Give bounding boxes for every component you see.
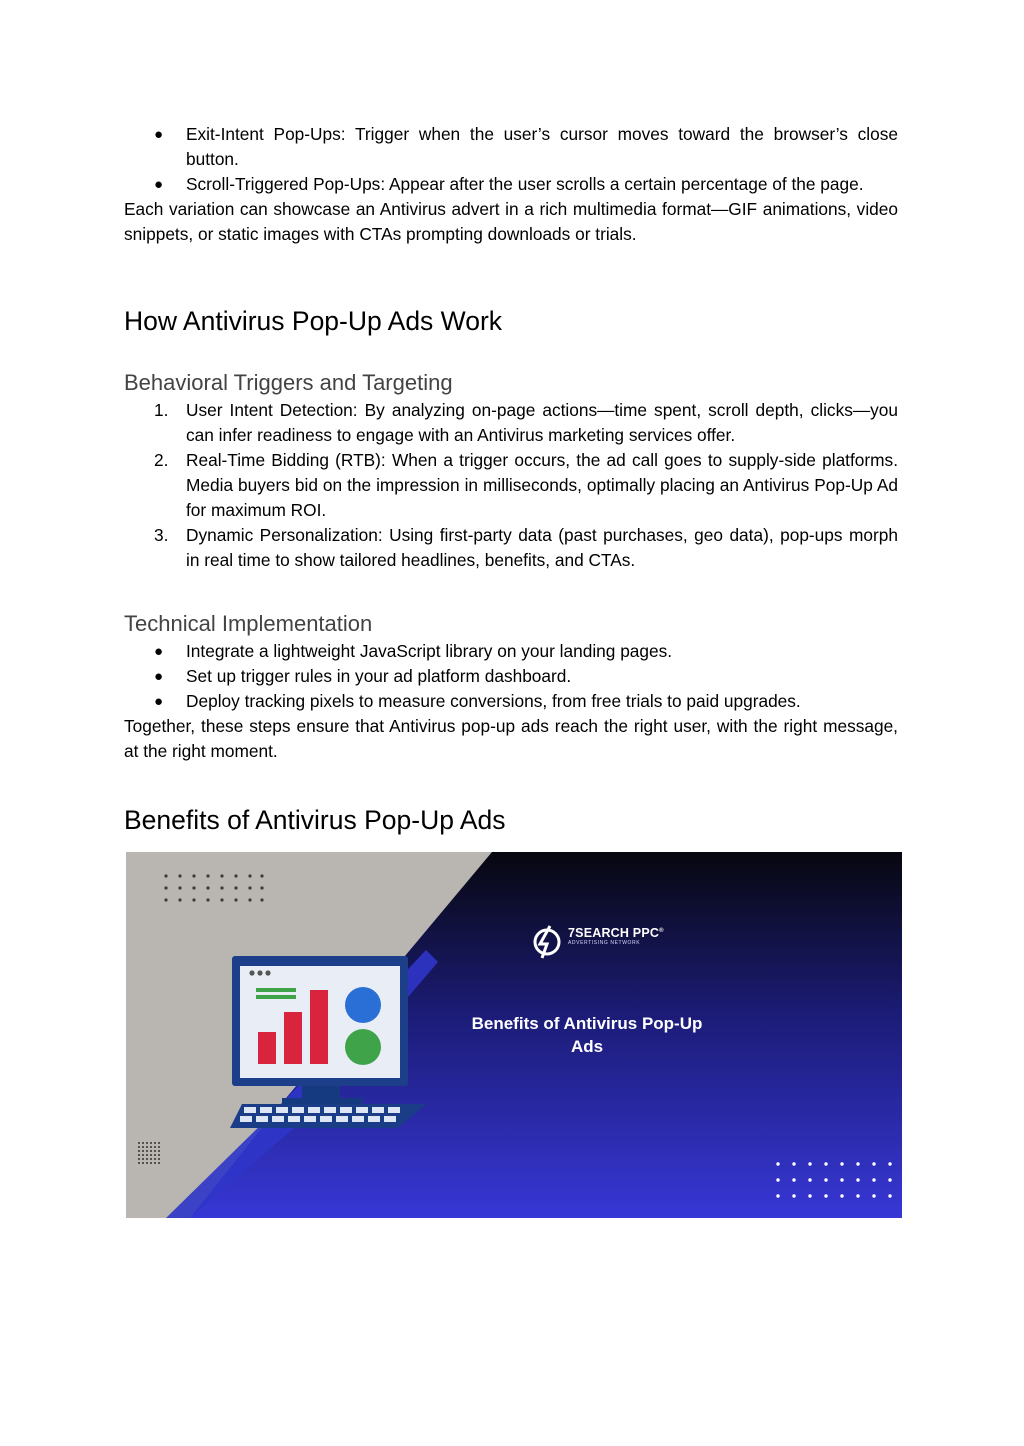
list-item-text: User Intent Detection: By analyzing on‑page actions—time spent, scroll depth, clicks—you can infer readiness to engage with an Antivirus marketing services offer.: [186, 400, 898, 445]
technical-subsection: [124, 609, 898, 764]
bullet-marker: ●: [154, 668, 164, 685]
list-item-text: Exit‑Intent Pop‑Ups: Trigger when the user’s cursor moves toward the browser’s close button.: [186, 124, 898, 169]
list-item-text: Dynamic Personalization: Using first‑party data (past purchases, geo data), pop‑ups morph in real time to show tailored headlines, benefits, and CTAs.: [186, 525, 898, 570]
bullet-marker: ●: [154, 693, 164, 710]
subheading-technical: Technical Implementation: [124, 611, 373, 636]
brand-registered-mark: ®: [659, 928, 664, 934]
subheading-behavioral: Behavioral Triggers and Targeting: [124, 370, 453, 395]
brand-text: 7SEARCH PPC: [568, 926, 660, 941]
banner-title-line-1: Benefits of Antivirus Pop-Up: [471, 1014, 703, 1033]
number-marker: 3.: [154, 525, 169, 545]
section-heading-benefits: Benefits of Antivirus Pop‑Up Ads: [124, 805, 506, 835]
bullet-marker: ●: [154, 643, 164, 660]
banner-title: [446, 1012, 728, 1058]
brand-tagline: ADVERTISING NETWORK: [568, 940, 641, 947]
list-item: [124, 689, 898, 714]
banner-title-line-2: Ads: [570, 1037, 604, 1056]
how-section: [124, 304, 898, 338]
bullet-marker: ●: [154, 176, 164, 193]
section-heading-how: How Antivirus Pop‑Up Ads Work: [124, 306, 503, 336]
brand-name: [568, 925, 664, 940]
intro-bullet-list: [124, 122, 898, 197]
list-item-text: Integrate a lightweight JavaScript library on your landing pages.: [186, 641, 673, 661]
list-item: [124, 523, 898, 573]
number-marker: 2.: [154, 450, 169, 470]
list-item: [124, 664, 898, 689]
list-item: [124, 639, 898, 664]
list-item-text: Real‑Time Bidding (RTB): When a trigger occurs, the ad call goes to supply‑side platforms. Media buyers bid on the impression in milliseconds, optimally placing an Antivirus Pop‑Up Ad for maximum ROI.: [186, 450, 898, 520]
list-item-text: Deploy tracking pixels to measure conversions, from free trials to paid upgrades.: [186, 691, 801, 711]
technical-closing-paragraph: Together, these steps ensure that Antivirus pop‑up ads reach the right user, with the right message, at the right moment.: [124, 716, 898, 761]
brand-logo: [534, 925, 664, 946]
list-item: [124, 448, 898, 523]
list-item-text: Scroll‑Triggered Pop‑Ups: Appear after the user scrolls a certain percentage of the page.: [186, 174, 864, 194]
list-item: [124, 172, 898, 197]
behavioral-subsection: [124, 368, 898, 573]
behavioral-numbered-list: [124, 398, 898, 573]
benefits-banner-image: [126, 852, 902, 1218]
benefits-section: [124, 803, 898, 837]
intro-section: [124, 122, 898, 247]
number-marker: 1.: [154, 400, 169, 420]
list-item: [124, 122, 898, 172]
technical-bullet-list: [124, 639, 898, 714]
list-item: [124, 398, 898, 448]
list-item-text: Set up trigger rules in your ad platform dashboard.: [186, 666, 572, 686]
intro-paragraph: Each variation can showcase an Antivirus advert in a rich multimedia format—GIF animations, video snippets, or static images with CTAs prompting downloads or trials.: [124, 199, 898, 244]
bullet-marker: ●: [154, 126, 164, 143]
